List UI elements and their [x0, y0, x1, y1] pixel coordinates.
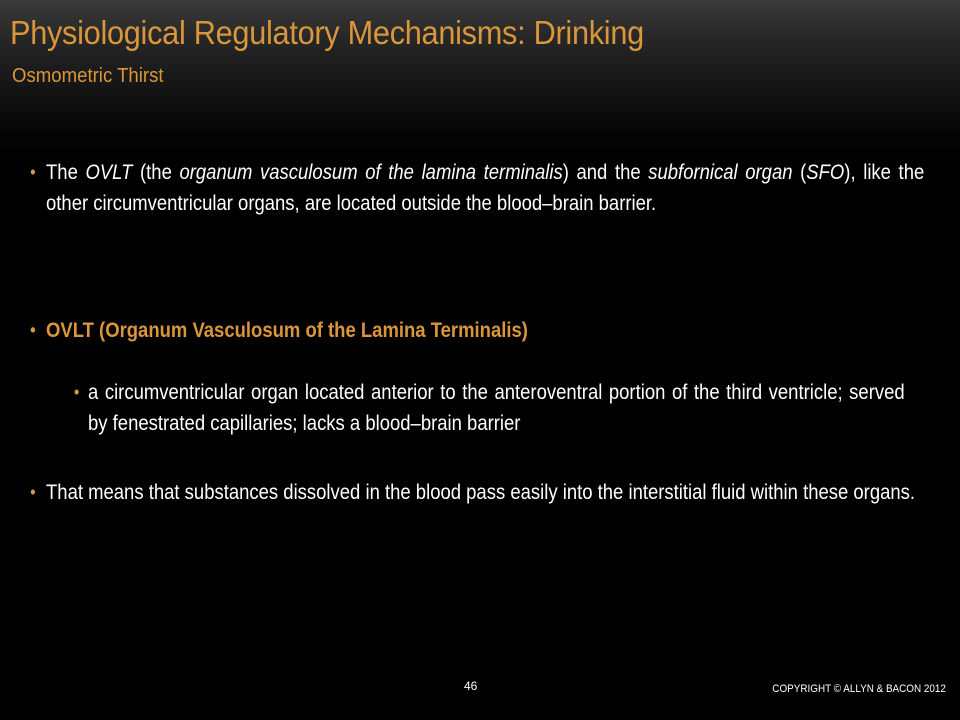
bullet-text: The [46, 161, 86, 184]
bullet-marker: • [30, 162, 36, 182]
bullet-text: (the [132, 161, 180, 184]
term-sfo: SFO [806, 161, 845, 184]
bullet-ovlt-heading [30, 315, 924, 346]
bullet-marker: • [73, 382, 80, 402]
bullet-ovlt-sfo [30, 157, 925, 219]
slide-title: Physiological Regulatory Mechanisms: Drinking [10, 14, 644, 51]
bullet-marker: • [30, 482, 36, 502]
bullet-text: ) and the [562, 161, 649, 184]
term-full-name: organum vasculosum of the lamina terminalis [179, 161, 563, 184]
bullet-text: That means that substances dissolved in the blood pass easily into the interstitial fluid within these organs. [46, 481, 916, 504]
bullet-text: a circumventricular organ located anterior to the anteroventral portion of the third ventricle; served by fenestrated capillaries; lacks a blood–brain barrier [88, 381, 905, 435]
bullet-text: OVLT (Organum Vasculosum of the Lamina Terminalis) [46, 319, 528, 342]
bullet-marker: • [30, 320, 36, 340]
bullet-substances [30, 477, 924, 508]
slide-subtitle: Osmometric Thirst [12, 65, 164, 87]
term-ovlt: OVLT [85, 161, 133, 184]
term-subfornical: subfornical organ [648, 161, 793, 184]
page-number: 46 [464, 679, 478, 693]
bullet-text: ), like the other circumventricular organs, are located outside the blood–brain barrier. [46, 161, 925, 215]
sub-bullet-ovlt-definition [73, 377, 905, 439]
bullet-text: ( [792, 161, 807, 184]
copyright-notice: COPYRIGHT © ALLYN & BACON 2012 [772, 683, 946, 695]
